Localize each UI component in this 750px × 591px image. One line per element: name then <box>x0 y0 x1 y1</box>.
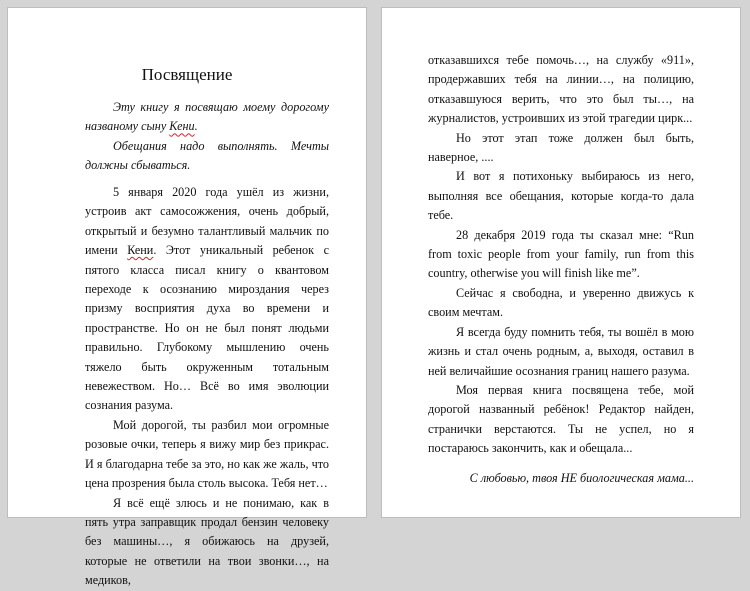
continued-paragraph: отказавшихся тебе помочь…, на службу «911», продержавших тебя на линии…, на полицию, отказавшуюся верить, что это был ты…, на журналистов, устроивших из этой трагедии цирк... <box>428 53 694 126</box>
document-page-left <box>7 7 367 588</box>
dedication-punct: . <box>194 119 198 134</box>
body-paragraph-1 <box>85 183 329 416</box>
spellcheck-word-keni[interactable]: Кени <box>127 243 154 258</box>
body-paragraph-8: Я всегда буду помнить тебя, ты вошёл в мою жизнь и стал очень родным, а, выходя, оставил в ней величайшие осознания границ нашего разума. <box>428 324 694 378</box>
signature-line: С любовью, твоя НЕ биологическая мама... <box>469 470 694 485</box>
dedication-paragraph-2: Обещания надо выполнять. Мечты должны сбываться. <box>85 138 329 173</box>
body-paragraph-4: Но этот этап тоже должен был быть, наверное, .... <box>428 130 694 165</box>
document-page-right <box>381 7 741 518</box>
body-paragraph-6: 28 декабря 2019 года ты сказал мне: “Run from toxic people from your family, run from this country, otherwise you will finish like me”. <box>428 227 694 281</box>
body-text-right <box>428 51 694 488</box>
body-paragraph-7: Сейчас я свободна, и уверенно движусь к своим мечтам. <box>428 285 694 320</box>
body-paragraph-2: Мой дорогой, ты разбил мои огромные розовые очки, теперь я вижу мир без прикрас. И я благодарна тебе за это, но как же жаль, что цена прозрения была столь высока. Тебя нет… <box>85 417 329 491</box>
body-paragraph-1-start: 5 января 2020 года ушёл из жизни, устроив акт самосожжения, очень добрый, открытый и безумно талантливый мальчик по имени <box>85 185 329 258</box>
spellcheck-word-keni[interactable]: Кени <box>169 119 195 134</box>
body-paragraph-3: Я всё ещё злюсь и не понимаю, как в пять утра заправщик продал бензин человеку без машины…, я обижаюсь на друзей, которые не ответили на твои звонки…, на медиков, <box>85 495 329 588</box>
body-text-left <box>85 183 329 591</box>
dedication-paragraph-1 <box>85 98 329 137</box>
dedication-text: Эту книгу я посвящаю моему дорогому названому сыну <box>85 100 329 134</box>
page-title: Посвящение <box>141 65 233 84</box>
body-paragraph-1-end: . Этот уникальный ребенок с пятого класса писал книгу о квантовом переходе к осознанию мироздания через призму восприятия духа во времени и пространстве. Но он не был понят людьми правильно. Глубокому мышлению очень тяжело быть окруженным тотальным невежеством. Но… Всё во имя эволюции сознания разума. <box>85 243 329 413</box>
body-paragraph-9: Моя первая книга посвящена тебе, мой дорогой названный ребёнок! Редактор найден, странички верстаются. Ты не успел, но я постараюсь закончить, как и обещала... <box>428 382 694 456</box>
dedication-block <box>85 98 329 176</box>
body-paragraph-5: И вот я потихоньку выбираюсь из него, выполняя все обещания, которые когда-то дала тебе. <box>428 169 694 223</box>
